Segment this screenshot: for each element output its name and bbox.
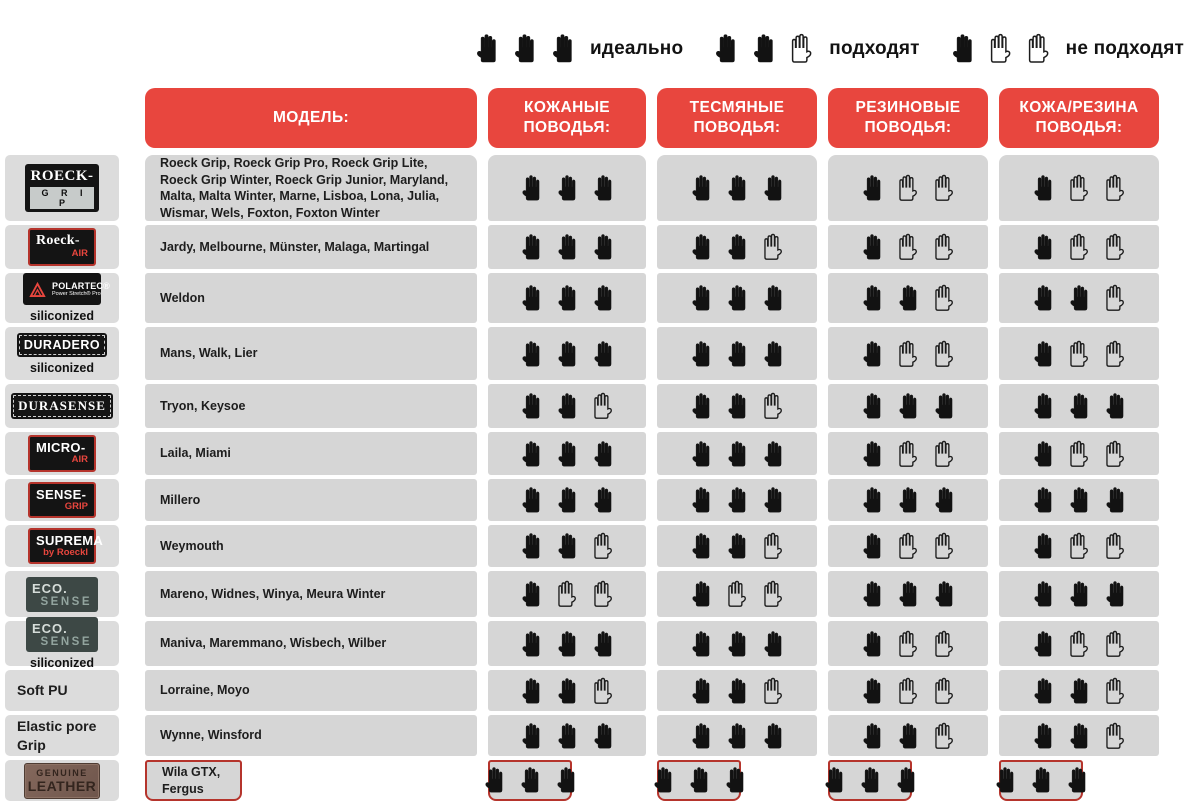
- duradero-logo: DURADERO: [17, 333, 107, 357]
- hand-filled-icon: [1068, 677, 1090, 705]
- material-sidebar: [5, 155, 119, 801]
- hand-filled-icon: [520, 630, 542, 658]
- hand-filled-icon: [690, 340, 712, 368]
- model-cell: [145, 715, 477, 756]
- hand-outline-icon: [762, 392, 784, 420]
- hand-filled-icon: [713, 33, 738, 64]
- hand-filled-icon: [520, 174, 542, 202]
- hand-filled-icon: [897, 392, 919, 420]
- legend-hands-ideal: [474, 33, 575, 64]
- eco-sense-siliconized-logo: ECO. SENSE: [26, 617, 98, 652]
- hand-filled-icon: [520, 677, 542, 705]
- rating-cell-col3: [828, 670, 988, 711]
- hand-filled-icon: [1032, 532, 1054, 560]
- hand-filled-icon: [592, 440, 614, 468]
- hand-filled-icon: [861, 392, 883, 420]
- rating-cell-col1: [488, 155, 646, 221]
- hand-filled-icon: [726, 233, 748, 261]
- hand-filled-icon: [1032, 174, 1054, 202]
- hand-filled-icon: [762, 174, 784, 202]
- rating-cell-col2: [657, 760, 741, 801]
- hand-outline-icon: [1068, 440, 1090, 468]
- model-cell: [145, 479, 477, 521]
- hand-filled-icon: [861, 340, 883, 368]
- model-names: Mans, Walk, Lier: [160, 346, 258, 361]
- model-cell: [145, 760, 242, 801]
- legend-item-suitable: [713, 33, 919, 64]
- legend-hands-suitable: [713, 33, 814, 64]
- model-names: Mareno, Widnes, Winya, Meura Winter: [160, 586, 386, 601]
- rating-cell-col4: [999, 327, 1159, 380]
- legend-label-not-suitable: не подходят: [1065, 37, 1184, 59]
- hand-outline-icon: [789, 33, 814, 64]
- hand-filled-icon: [762, 284, 784, 312]
- hand-filled-icon: [1032, 722, 1054, 750]
- hand-filled-icon: [861, 284, 883, 312]
- column-header-label: КОЖАНЫЕ ПОВОДЬЯ:: [523, 98, 611, 136]
- hand-filled-icon: [690, 284, 712, 312]
- model-cell: [145, 327, 477, 380]
- model-cell: [145, 525, 477, 567]
- rating-cell-col4: [999, 273, 1159, 323]
- sidebar-item-roeck-grip: [5, 155, 119, 221]
- hand-outline-icon: [1104, 722, 1126, 750]
- hand-outline-icon: [988, 33, 1013, 64]
- hand-filled-icon: [861, 630, 883, 658]
- hand-outline-icon: [1104, 340, 1126, 368]
- hand-outline-icon: [1104, 677, 1126, 705]
- hand-outline-icon: [1104, 233, 1126, 261]
- rating-cell-col2: [657, 273, 817, 323]
- rating-cell-col1: [488, 225, 646, 269]
- rating-cell-col3: [828, 155, 988, 221]
- hand-filled-icon: [1032, 392, 1054, 420]
- sidebar-item-polartec-power-stretch-pro: [5, 273, 119, 323]
- hand-filled-icon: [895, 766, 917, 794]
- model-names: Wynne, Winsford: [160, 728, 262, 743]
- hand-filled-icon: [556, 284, 578, 312]
- hand-filled-icon: [897, 486, 919, 514]
- rating-cell-col1: [488, 760, 572, 801]
- rating-cell-col2: [657, 571, 817, 617]
- hand-outline-icon: [592, 677, 614, 705]
- hand-outline-icon: [1104, 174, 1126, 202]
- legend-item-ideal: [474, 33, 683, 64]
- hand-filled-icon: [861, 532, 883, 560]
- hand-filled-icon: [556, 532, 578, 560]
- hand-filled-icon: [1032, 440, 1054, 468]
- hand-outline-icon: [726, 580, 748, 608]
- model-cell: [145, 225, 477, 269]
- hand-filled-icon: [556, 486, 578, 514]
- rating-cell-col1: [488, 621, 646, 666]
- hand-filled-icon: [726, 340, 748, 368]
- hand-filled-icon: [1032, 486, 1054, 514]
- hand-filled-icon: [1104, 392, 1126, 420]
- hand-filled-icon: [726, 284, 748, 312]
- hand-filled-icon: [861, 440, 883, 468]
- hand-filled-icon: [1066, 766, 1088, 794]
- rating-cell-col2: [657, 155, 817, 221]
- hand-outline-icon: [933, 440, 955, 468]
- rating-cell-col1: [488, 432, 646, 475]
- rating-cell-col3: [828, 327, 988, 380]
- column-header-label: ТЕСМЯНЫЕ ПОВОДЬЯ:: [689, 98, 785, 136]
- hand-filled-icon: [690, 532, 712, 560]
- hand-filled-icon: [690, 486, 712, 514]
- rating-cell-col4: [999, 225, 1159, 269]
- roeck-air-logo: Roeck- AIR: [28, 228, 96, 265]
- hand-filled-icon: [823, 766, 845, 794]
- rating-cell-col2: [657, 525, 817, 567]
- rating-cell-col2: [657, 384, 817, 428]
- hand-filled-icon: [550, 33, 575, 64]
- hand-filled-icon: [690, 630, 712, 658]
- hand-outline-icon: [1104, 630, 1126, 658]
- model-names: Weymouth: [160, 538, 224, 553]
- hand-filled-icon: [861, 233, 883, 261]
- hand-filled-icon: [1104, 580, 1126, 608]
- hand-filled-icon: [690, 677, 712, 705]
- rating-cell-col3: [828, 479, 988, 521]
- hand-filled-icon: [690, 440, 712, 468]
- hand-outline-icon: [933, 630, 955, 658]
- hand-filled-icon: [556, 233, 578, 261]
- elastic-pore-grip-label: Elastic pore Grip: [17, 718, 97, 753]
- hand-filled-icon: [520, 580, 542, 608]
- hand-outline-icon: [1104, 532, 1126, 560]
- hand-filled-icon: [520, 486, 542, 514]
- model-names: Wila GTX, Fergus: [162, 765, 221, 796]
- legend: [474, 33, 1184, 64]
- hand-filled-icon: [933, 392, 955, 420]
- sidebar-item-micro-air: [5, 432, 119, 475]
- hand-filled-icon: [556, 340, 578, 368]
- hand-filled-icon: [726, 440, 748, 468]
- hand-filled-icon: [520, 722, 542, 750]
- hand-filled-icon: [592, 174, 614, 202]
- rating-cell-col2: [657, 225, 817, 269]
- model-cell: [145, 273, 477, 323]
- sidebar-item-sense-grip: [5, 479, 119, 521]
- rating-cell-col4: [999, 621, 1159, 666]
- table-body: [145, 155, 1159, 801]
- micro-air-logo: MICRO- AIR: [28, 435, 96, 471]
- hand-filled-icon: [994, 766, 1016, 794]
- sidebar-item-soft-pu: [5, 670, 119, 711]
- hand-filled-icon: [690, 233, 712, 261]
- eco-sense-logo: ECO. SENSE: [26, 577, 98, 612]
- model-cell: [145, 621, 477, 666]
- hand-filled-icon: [483, 766, 505, 794]
- rating-cell-col3: [828, 525, 988, 567]
- genuine-leather-logo: GENUINE LEATHER: [24, 763, 100, 799]
- rating-cell-col4: [999, 525, 1159, 567]
- siliconized-label: siliconized: [30, 309, 94, 323]
- hand-outline-icon: [592, 392, 614, 420]
- rating-cell-col4: [999, 432, 1159, 475]
- hand-filled-icon: [1068, 722, 1090, 750]
- rating-cell-col3: [828, 432, 988, 475]
- hand-filled-icon: [1030, 766, 1052, 794]
- rating-cell-col1: [488, 715, 646, 756]
- rating-cell-col2: [657, 479, 817, 521]
- hand-filled-icon: [1032, 340, 1054, 368]
- hand-filled-icon: [592, 722, 614, 750]
- hand-filled-icon: [726, 392, 748, 420]
- hand-filled-icon: [1068, 486, 1090, 514]
- hand-outline-icon: [1068, 532, 1090, 560]
- hand-filled-icon: [751, 33, 776, 64]
- hand-filled-icon: [690, 392, 712, 420]
- hand-outline-icon: [897, 440, 919, 468]
- hand-outline-icon: [1068, 174, 1090, 202]
- sidebar-item-elastic-pore-grip: [5, 715, 119, 756]
- hand-filled-icon: [897, 722, 919, 750]
- hand-outline-icon: [897, 233, 919, 261]
- hand-outline-icon: [762, 532, 784, 560]
- polartec-power-stretch-pro-logo: POLARTEC® Power Stretch® Pro: [23, 273, 101, 305]
- hand-outline-icon: [897, 630, 919, 658]
- hand-filled-icon: [1032, 233, 1054, 261]
- hand-filled-icon: [512, 33, 537, 64]
- hand-filled-icon: [1068, 392, 1090, 420]
- hand-outline-icon: [762, 580, 784, 608]
- hand-filled-icon: [1104, 486, 1126, 514]
- hand-filled-icon: [897, 284, 919, 312]
- hand-filled-icon: [1068, 284, 1090, 312]
- legend-hands-not-suitable: [950, 33, 1051, 64]
- rating-cell-col1: [488, 327, 646, 380]
- hand-filled-icon: [762, 722, 784, 750]
- hand-filled-icon: [592, 233, 614, 261]
- hand-outline-icon: [1104, 440, 1126, 468]
- sidebar-item-eco-sense-siliconized: [5, 621, 119, 670]
- hand-outline-icon: [1068, 340, 1090, 368]
- hand-outline-icon: [933, 532, 955, 560]
- hand-filled-icon: [520, 233, 542, 261]
- hand-filled-icon: [520, 340, 542, 368]
- hand-filled-icon: [592, 630, 614, 658]
- model-names: Tryon, Keysoe: [160, 398, 246, 413]
- hand-filled-icon: [762, 440, 784, 468]
- rating-cell-col1: [488, 273, 646, 323]
- hand-filled-icon: [861, 677, 883, 705]
- hand-filled-icon: [933, 486, 955, 514]
- hand-filled-icon: [726, 630, 748, 658]
- column-header-rubber-reins: [828, 88, 988, 148]
- hand-filled-icon: [1068, 580, 1090, 608]
- rating-cell-col3: [828, 571, 988, 617]
- hand-outline-icon: [762, 233, 784, 261]
- model-cell: [145, 155, 477, 221]
- sidebar-item-eco-sense: [5, 571, 119, 617]
- hand-outline-icon: [1026, 33, 1051, 64]
- hand-filled-icon: [690, 722, 712, 750]
- soft-pu-label: Soft PU: [17, 682, 68, 699]
- sidebar-item-suprema: [5, 525, 119, 567]
- hand-outline-icon: [897, 174, 919, 202]
- hand-filled-icon: [950, 33, 975, 64]
- model-names: Maniva, Maremmano, Wisbech, Wilber: [160, 636, 387, 651]
- hand-filled-icon: [652, 766, 674, 794]
- hand-filled-icon: [933, 580, 955, 608]
- siliconized-label: siliconized: [30, 656, 94, 670]
- rating-cell-col3: [828, 225, 988, 269]
- model-names: Millero: [160, 492, 201, 507]
- column-header-label: РЕЗИНОВЫЕ ПОВОДЬЯ:: [855, 98, 961, 136]
- hand-filled-icon: [1032, 284, 1054, 312]
- hand-filled-icon: [520, 440, 542, 468]
- column-header-label: МОДЕЛЬ:: [272, 108, 350, 126]
- hand-filled-icon: [726, 722, 748, 750]
- hand-filled-icon: [762, 486, 784, 514]
- table-header-row: [145, 88, 1159, 148]
- rating-cell-col3: [828, 715, 988, 756]
- rating-cell-col3: [828, 273, 988, 323]
- hand-filled-icon: [1032, 677, 1054, 705]
- sidebar-item-roeck-air: [5, 225, 119, 269]
- hand-outline-icon: [556, 580, 578, 608]
- hand-outline-icon: [897, 340, 919, 368]
- rating-cell-col4: [999, 384, 1159, 428]
- hand-filled-icon: [724, 766, 746, 794]
- model-names: Jardy, Melbourne, Münster, Malaga, Martingal: [160, 239, 430, 254]
- column-header-webbing-reins: [657, 88, 817, 148]
- model-names: Laila, Miami: [160, 446, 231, 461]
- hand-filled-icon: [762, 630, 784, 658]
- hand-outline-icon: [933, 722, 955, 750]
- suprema-logo: SUPREMA by Roeckl: [28, 528, 96, 564]
- model-cell: [145, 432, 477, 475]
- rating-cell-col3: [828, 384, 988, 428]
- hand-filled-icon: [556, 722, 578, 750]
- hand-filled-icon: [1032, 630, 1054, 658]
- hand-outline-icon: [933, 174, 955, 202]
- hand-filled-icon: [592, 284, 614, 312]
- hand-outline-icon: [592, 580, 614, 608]
- legend-item-not-suitable: [950, 33, 1184, 64]
- hand-filled-icon: [556, 174, 578, 202]
- hand-filled-icon: [859, 766, 881, 794]
- rating-cell-col4: [999, 571, 1159, 617]
- rating-cell-col1: [488, 571, 646, 617]
- hand-outline-icon: [762, 677, 784, 705]
- hand-filled-icon: [519, 766, 541, 794]
- hand-filled-icon: [726, 532, 748, 560]
- rating-cell-col1: [488, 670, 646, 711]
- hand-outline-icon: [1068, 630, 1090, 658]
- hand-filled-icon: [556, 392, 578, 420]
- roeck-grip-logo: ROECK- G R I P: [25, 164, 99, 212]
- model-names: Weldon: [160, 290, 205, 305]
- rating-cell-col2: [657, 670, 817, 711]
- hand-filled-icon: [556, 440, 578, 468]
- legend-label-ideal: идеально: [589, 37, 684, 59]
- hand-filled-icon: [592, 486, 614, 514]
- rating-cell-col2: [657, 715, 817, 756]
- rating-cell-col2: [657, 327, 817, 380]
- hand-filled-icon: [556, 630, 578, 658]
- rating-cell-col4: [999, 479, 1159, 521]
- legend-label-suitable: подходят: [829, 37, 920, 59]
- rating-cell-col4: [999, 670, 1159, 711]
- hand-outline-icon: [933, 233, 955, 261]
- column-header-label: КОЖА/РЕЗИНА ПОВОДЬЯ:: [1019, 98, 1139, 136]
- hand-filled-icon: [861, 174, 883, 202]
- hand-filled-icon: [688, 766, 710, 794]
- rating-cell-col1: [488, 479, 646, 521]
- hand-outline-icon: [933, 340, 955, 368]
- rating-cell-col3: [828, 760, 912, 801]
- hand-outline-icon: [592, 532, 614, 560]
- hand-filled-icon: [555, 766, 577, 794]
- hand-filled-icon: [556, 677, 578, 705]
- hand-filled-icon: [474, 33, 499, 64]
- hand-filled-icon: [520, 532, 542, 560]
- model-names: Roeck Grip, Roeck Grip Pro, Roeck Grip Lite, Roeck Grip Winter, Roeck Grip Junior, Maryland, Malta, Malta Winter, Marne, Lisboa, Lona, Julia, Wismar, Wels, Foxton, Foxton Winter: [160, 156, 449, 220]
- hand-outline-icon: [897, 677, 919, 705]
- model-cell: [145, 670, 477, 711]
- hand-filled-icon: [1032, 580, 1054, 608]
- rating-cell-col2: [657, 621, 817, 666]
- column-header-leather-rubber-reins: [999, 88, 1159, 148]
- model-cell: [145, 571, 477, 617]
- sidebar-item-genuine-leather: [5, 760, 119, 801]
- hand-filled-icon: [690, 580, 712, 608]
- hand-filled-icon: [897, 580, 919, 608]
- rating-cell-col2: [657, 432, 817, 475]
- model-names: Lorraine, Moyo: [160, 683, 250, 698]
- hand-outline-icon: [1104, 284, 1126, 312]
- hand-filled-icon: [520, 392, 542, 420]
- hand-filled-icon: [726, 174, 748, 202]
- hand-filled-icon: [592, 340, 614, 368]
- hand-filled-icon: [861, 722, 883, 750]
- hand-filled-icon: [861, 580, 883, 608]
- durasense-logo: DURASENSE: [11, 393, 113, 419]
- hand-outline-icon: [897, 532, 919, 560]
- hand-filled-icon: [520, 284, 542, 312]
- rating-cell-col4: [999, 155, 1159, 221]
- hand-outline-icon: [933, 284, 955, 312]
- hand-outline-icon: [933, 677, 955, 705]
- sidebar-item-durasense: [5, 384, 119, 428]
- rating-cell-col4: [999, 760, 1083, 801]
- polartec-triangle-icon: [28, 281, 47, 298]
- hand-filled-icon: [726, 677, 748, 705]
- rating-cell-col4: [999, 715, 1159, 756]
- rating-cell-col3: [828, 621, 988, 666]
- hand-filled-icon: [861, 486, 883, 514]
- hand-filled-icon: [690, 174, 712, 202]
- siliconized-label: siliconized: [30, 360, 94, 375]
- model-cell: [145, 384, 477, 428]
- sense-grip-logo: SENSE- GRIP: [28, 482, 96, 518]
- hand-filled-icon: [726, 486, 748, 514]
- rating-cell-col1: [488, 525, 646, 567]
- column-header-leather-reins: [488, 88, 646, 148]
- column-header-model: [145, 88, 477, 148]
- hand-filled-icon: [762, 340, 784, 368]
- hand-outline-icon: [1068, 233, 1090, 261]
- sidebar-item-duradero: [5, 327, 119, 380]
- rating-cell-col1: [488, 384, 646, 428]
